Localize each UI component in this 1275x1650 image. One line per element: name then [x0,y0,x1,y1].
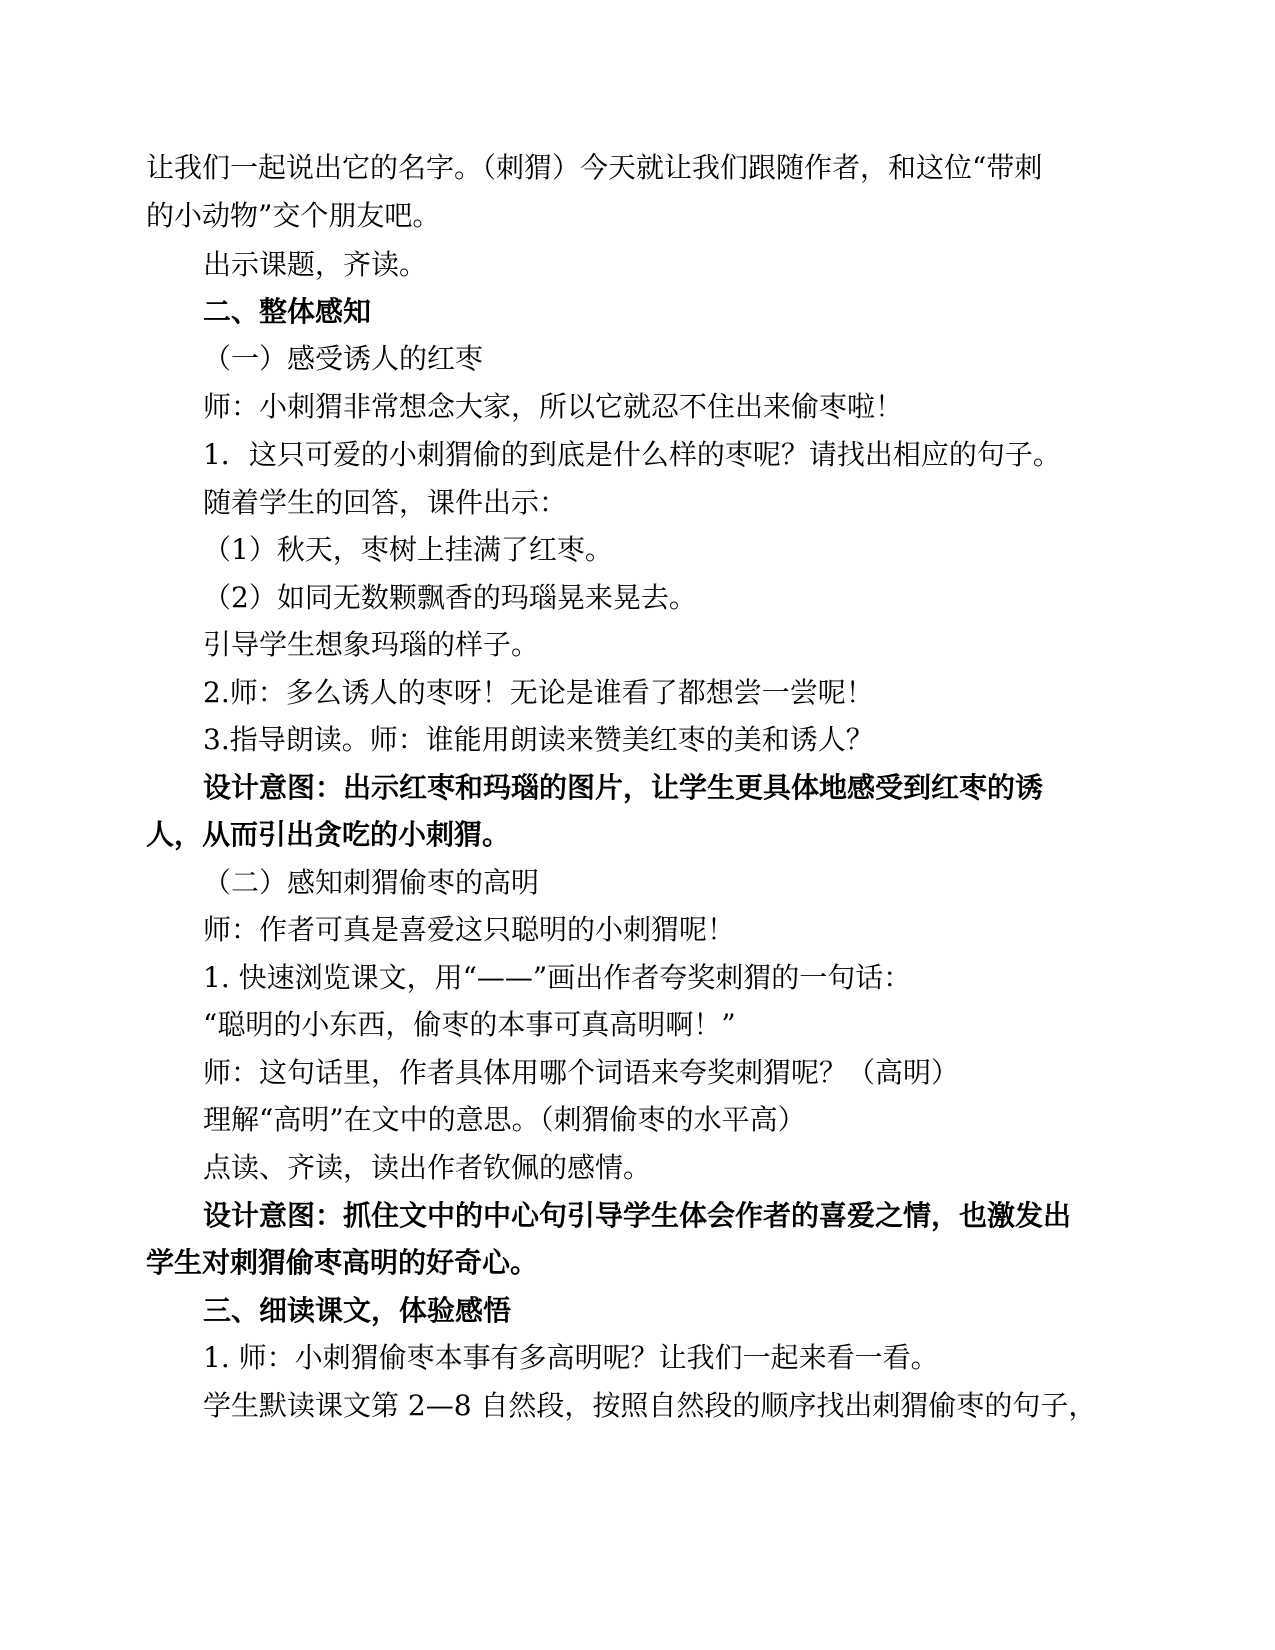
quote-sentence: “聪明的小东西，偷枣的本事可真高明啊！” [203,1008,736,1041]
teacher-line-2: 2.师：多么诱人的枣呀！无论是谁看了都想尝一尝呢！ [203,676,874,709]
paragraph-show-title: 出示课题，齐读。 [203,248,428,281]
paragraph-imagine: 引导学生想象玛瑙的样子。 [203,628,540,661]
design-intent-2-line-2: 学生对刺猬偷枣高明的好奇心。 [146,1246,539,1279]
teacher-line-3: 师：作者可真是喜爱这只聪明的小刺猬呢！ [203,913,736,946]
read-aloud: 点读、齐读，读出作者钦佩的感情。 [203,1151,652,1184]
teacher-line-5: 1. 师：小刺猬偷枣本事有多高明呢？让我们一起来看一看。 [203,1341,939,1374]
section-heading-3: 三、细读课文，体验感悟 [203,1294,512,1327]
design-intent-1-line-2: 人，从而引出贪吃的小刺猬。 [146,818,511,851]
sentence-1: （1）秋天，枣树上挂满了红枣。 [203,533,613,566]
design-intent-2-line-1: 设计意图：抓住文中的中心句引导学生体会作者的喜爱之情，也激发出 [203,1199,1072,1232]
subsection-heading-1: （一）感受诱人的红枣 [203,342,484,375]
paragraph-intro-line-2: 的小动物”交个朋友吧。 [146,199,441,232]
teacher-line-4: 师：这句话里，作者具体用哪个词语来夸奖刺猬呢？（高明） [203,1056,960,1089]
subsection-heading-2: （二）感知刺猬偷枣的高明 [203,866,540,899]
sentence-2: （2）如同无数颗飘香的玛瑙晃来晃去。 [203,581,697,614]
silent-reading-task: 学生默读课文第 2—8 自然段，按照自然段的顺序找出刺猬偷枣的句子， [203,1389,1097,1422]
design-intent-1-line-1: 设计意图：出示红枣和玛瑙的图片，让学生更具体地感受到红枣的诱 [203,771,1044,804]
reading-guidance: 3.指导朗读。师：谁能用朗读来赞美红枣的美和诱人？ [203,723,874,756]
paragraph-intro-line-1: 让我们一起说出它的名字。（刺猬）今天就让我们跟随作者，和这位“带刺 [146,151,1043,184]
understand-gaoming: 理解“高明”在文中的意思。（刺猬偷枣的水平高） [203,1103,806,1136]
paragraph-student-answer: 随着学生的回答，课件出示： [203,486,568,519]
question-1: 1．这只可爱的小刺猬偷的到底是什么样的枣呢？请找出相应的句子。 [203,438,1061,471]
task-1: 1. 快速浏览课文，用“——”画出作者夸奖刺猬的一句话： [203,961,912,994]
section-heading-2: 二、整体感知 [203,295,372,328]
teacher-line-1: 师：小刺猬非常想念大家，所以它就忍不住出来偷枣啦！ [203,390,904,423]
